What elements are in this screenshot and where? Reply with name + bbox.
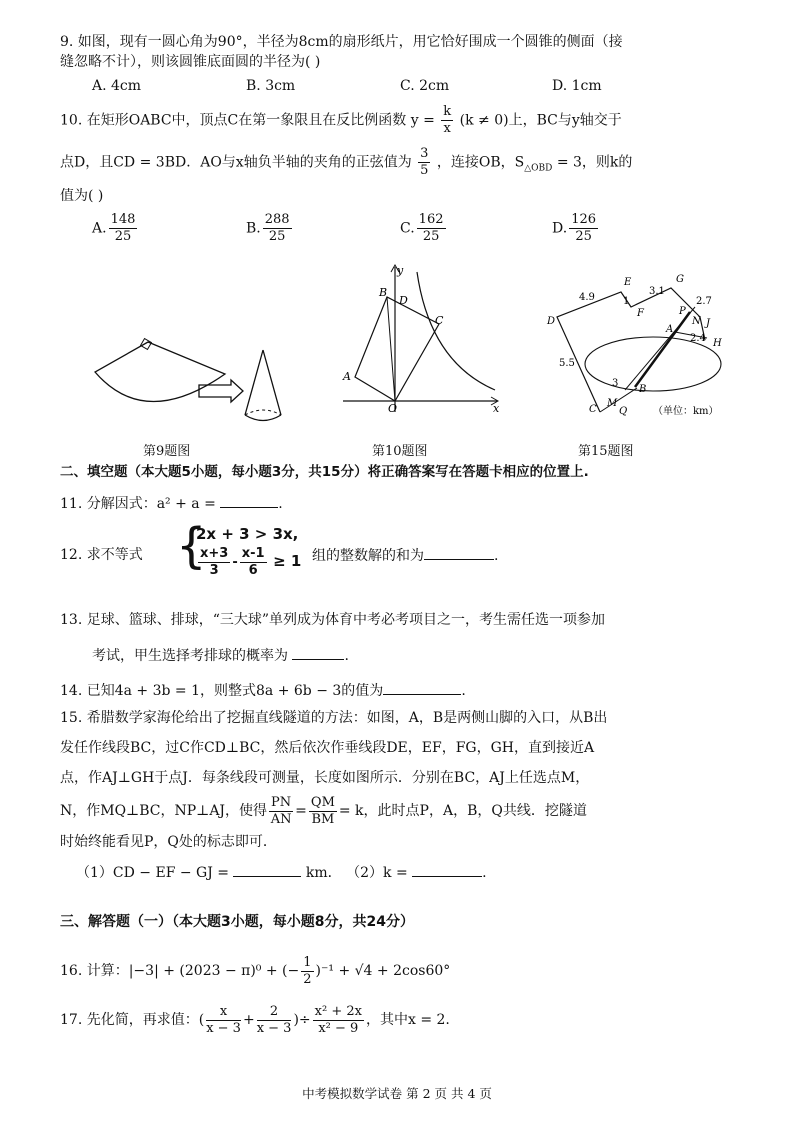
q10-option-b: B. $\frac{288}{25}$ bbox=[246, 212, 290, 244]
caption-fig15: 第15题图 bbox=[578, 444, 634, 459]
fig15-label-1: 1 bbox=[623, 296, 630, 307]
q15-sub1-blank bbox=[233, 862, 301, 877]
caption-fig9: 第9题图 bbox=[143, 444, 191, 459]
fig15-unit: （单位：km） bbox=[653, 406, 719, 417]
fig10-label-y: y bbox=[397, 264, 404, 277]
q9-option-d: D. 1cm bbox=[552, 78, 602, 94]
q12-brace: { bbox=[176, 518, 207, 574]
caption-fig10: 第10题图 bbox=[372, 444, 428, 459]
fig15-label-3: 3 bbox=[612, 378, 619, 389]
q10-option-d: D. $\frac{126}{25}$ bbox=[552, 212, 597, 244]
fig10-label-o: O bbox=[388, 402, 398, 415]
fig15-label-h: H bbox=[713, 338, 722, 349]
fig10-label-x: x bbox=[493, 402, 500, 415]
q9-option-b: B. 3cm bbox=[246, 78, 296, 94]
q15-line4: N，作MQ⊥BC，NP⊥AJ，使得 $\frac{PN}{AN}$ = $\frac{QM}{BM}$ = k，此时点P，A，B，Q共线．挖隧道 bbox=[60, 794, 587, 827]
q9-option-c: C. 2cm bbox=[400, 78, 450, 94]
q11: 11. 分解因式：a² + a = . bbox=[60, 493, 283, 514]
fig15-label-c: C bbox=[589, 404, 597, 415]
fig10-label-a: A bbox=[343, 370, 351, 383]
q13-line2: 考试，甲生选择考排球的概率为 . bbox=[92, 645, 349, 666]
fig15-label-p: P bbox=[679, 306, 686, 317]
q14: 14. 已知4a + 3b = 1，则整式8a + 6b − 3的值为 . bbox=[60, 680, 466, 701]
fig10-label-c: C bbox=[435, 314, 444, 327]
fig15-label-n: N bbox=[692, 316, 701, 327]
fig15-label-e: E bbox=[624, 277, 632, 288]
fig15-label-4-9: 4.9 bbox=[579, 292, 595, 303]
q17: 17. 先化简，再求值：( $\frac{x}{x - 3}$ + $\frac{2}{x - 3}$ )÷ $\frac{\text{x² + 2x}}{\text{x² − 9}}$ ，其中x = 2. bbox=[60, 1003, 450, 1036]
q10-line2: 点D，且CD = 3BD．AO与x轴负半轴的夹角的正弦值为 $\frac{3}{5}$ ，连接OB，$S_{\triangle OBD} = 3$，则k的 bbox=[60, 146, 633, 178]
q15-sub2-blank bbox=[412, 862, 482, 877]
q10-option-a: A. $\frac{148}{25}$ bbox=[92, 212, 136, 244]
q13-answer-blank bbox=[292, 645, 344, 660]
fig10-label-b: B bbox=[379, 286, 388, 299]
q9-line2: 缝忽略不计），则该圆锥底面圆的半径为( ) bbox=[60, 54, 321, 70]
q12-inequality-1: 2x + 3 > 3x, bbox=[196, 525, 299, 543]
q10-line1: 10. 在矩形OABC中，顶点C在第一象限且在反比例函数 y = $\frac{k}{x}$ (k ≠ 0)上，BC与y轴交于 bbox=[60, 104, 622, 136]
q15-line1: 15. 希腊数学家海伦给出了挖掘直线隧道的方法：如图，A，B是两侧山脚的入口，从B出 bbox=[60, 710, 608, 726]
fig10-label-d: D bbox=[399, 294, 408, 307]
q15-subquestions: （1）CD − EF − GJ = km． （2）k = . bbox=[76, 862, 487, 883]
fig15-label-j: J bbox=[706, 318, 711, 329]
q11-answer-blank bbox=[220, 493, 278, 508]
section2-header: 二、填空题（本大题5小题，每小题3分，共15分）将正确答案写在答题卡相应的位置上. bbox=[60, 464, 589, 480]
q16: 16. 计算：|−3| + (2023 − π)⁰ + (− $\frac{1}{2}$ )⁻¹ + √4 + 2cos60° bbox=[60, 954, 451, 987]
fig15-label-q: Q bbox=[619, 406, 628, 417]
fig15-label-g: G bbox=[676, 274, 684, 285]
fig15-label-a: A bbox=[666, 324, 674, 335]
fig15-tunnel-diagram bbox=[535, 262, 735, 422]
fig15-label-f: F bbox=[637, 308, 644, 319]
fig15-label-5-5: 5.5 bbox=[559, 358, 575, 369]
q15-line5: 时始终能看见P，Q处的标志即可． bbox=[60, 834, 277, 850]
q10-line3: 值为( ) bbox=[60, 188, 104, 204]
q9-line1: 9. 如图，现有一圆心角为90°，半径为8cm的扇形纸片，用它恰好围成一个圆锥的侧面（接 bbox=[60, 34, 623, 50]
fig10-coordinate-diagram bbox=[335, 262, 510, 422]
q14-answer-blank bbox=[383, 680, 461, 695]
q12-answer-blank bbox=[424, 545, 494, 560]
fig9-sector-and-cone bbox=[85, 330, 305, 440]
q9-option-a: A. 4cm bbox=[92, 78, 142, 94]
q15-line3: 点，作AJ⊥GH于点J．每条线段可测量，长度如图所示．分别在BC，AJ上任选点M， bbox=[60, 770, 590, 786]
fig15-label-2-7: 2.7 bbox=[696, 296, 712, 307]
section3-header: 三、解答题（一）（本大题3小题，每小题8分，共24分） bbox=[60, 914, 414, 930]
fig15-label-3-1: 3.1 bbox=[649, 286, 665, 297]
fig15-label-d: D bbox=[547, 316, 556, 327]
fig15-label-b: B bbox=[639, 384, 647, 395]
q10-sine-fraction: $\frac{3}{5}$ bbox=[420, 146, 429, 178]
q10-k-over-x: $\frac{k}{x}$ bbox=[443, 104, 452, 136]
fig15-label-m: M bbox=[607, 398, 618, 409]
q12-lead: 12. 求不等式 bbox=[60, 547, 143, 563]
q10-option-c: C. $\frac{162}{25}$ bbox=[400, 212, 444, 244]
q15-line2: 发任作线段BC，过C作CD⊥BC，然后依次作垂线段DE，EF，FG，GH，直到接近A bbox=[60, 740, 595, 756]
q12-inequality-2: $\frac{x+3}{3}$ - $\frac{x-1}{6}$ ≥ 1 bbox=[200, 546, 302, 578]
q13-line1: 13. 足球、篮球、排球，“三大球”单列成为体育中考必考项目之一，考生需任选一项参加 bbox=[60, 612, 606, 628]
fig15-label-2-4: 2.4 bbox=[690, 333, 706, 344]
page-footer: 中考模拟数学试卷 第 2 页 共 4 页 bbox=[302, 1086, 492, 1101]
q12-tail: 组的整数解的和为 . bbox=[312, 545, 498, 566]
